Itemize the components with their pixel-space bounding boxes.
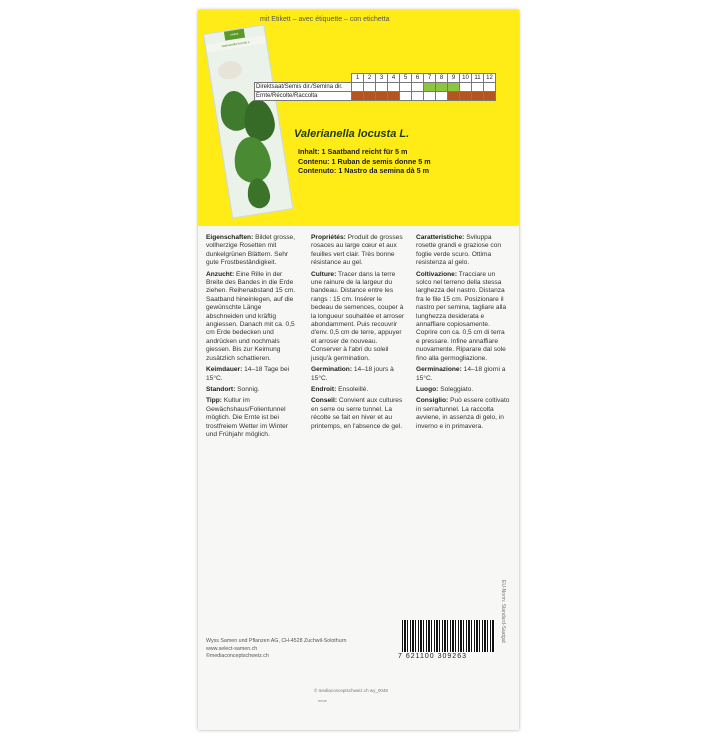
footer-credit: © mediaconceptschweiz.ch wy_0048	[314, 688, 388, 693]
sowing-cell	[424, 83, 436, 92]
harvest-cell	[388, 92, 400, 101]
harvest-cell	[376, 92, 388, 101]
month-cell: 1	[352, 74, 364, 83]
month-cell: 4	[388, 74, 400, 83]
paragraph: Germinazione: 14–18 giorni a 15°C.	[416, 366, 506, 382]
side-note: EU-Norm: Standard-Saatgut	[500, 580, 506, 643]
paragraph: Conseil: Convient aux cultures en serre ou serre tunnel. La récolte se fait en hiver et au printemps, en l'absence de gel.	[311, 397, 403, 430]
paragraph: Culture: Tracer dans la terre une rainure de la largeur du bandeau. Distance entre les rangs : 15 cm. Insérer le bedeau de semences, couper à la longueur souhaitée et arroser abondamment. Puis recouvrir d'env. 0,5 cm de terre, appuyer et arroser de nouveau. Conserver à l'abri du soleil jusqu'à germination.	[311, 270, 405, 362]
contents-block	[298, 147, 431, 176]
seed-card-image	[203, 24, 293, 218]
month-cell: 12	[484, 74, 496, 83]
paragraph: Eigenschaften: Bildet grosse, vollherzige Rosetten mit dunkelgrünen Blättern. Sehr gute Frostbeständigkeit.	[206, 234, 296, 267]
sowing-calendar	[254, 73, 496, 101]
harvest-cell	[460, 92, 472, 101]
paragraph: Germination: 14–18 jours à 15°C.	[311, 366, 394, 382]
contents-fr: Contenu: 1 Ruban de semis donne 5 m	[298, 156, 431, 166]
barcode-number: 7 621100 309263	[398, 653, 467, 660]
sowing-cell	[364, 83, 376, 92]
sowing-cell	[484, 83, 496, 92]
company-address: Wyss Samen und Pflanzen AG, CH-4528 Zuchwil-Solothurn www.select-samen.ch ©mediaconceptschweiz.ch	[206, 638, 347, 659]
harvest-cell	[412, 92, 424, 101]
harvest-cell	[472, 92, 484, 101]
paragraph: Keimdauer: 14–18 Tage bei 15°C.	[206, 366, 290, 382]
paragraph: Caratteristiche: Sviluppa rosette grandi e graziose con foglie verde scuro. Ottima resistenza al gelo.	[416, 234, 502, 267]
paragraph: Propriétés: Produit de grosses rosaces au large cœur et aux feuilles vert clair. Très bonne résistance au gel.	[311, 234, 403, 267]
yellow-header	[198, 10, 519, 226]
sowing-cell	[460, 83, 472, 92]
calendar-sowing-row	[255, 83, 496, 92]
month-cell: 10	[460, 74, 472, 83]
paragraph: Consiglio: Può essere coltivato in serra/tunnel. La raccolta avviene, in assenza di gelo, in inverno e in primavera.	[416, 397, 510, 430]
paragraph: Coltivazione: Tracciare un solco nel terreno della stessa larghezza del nastro. Distanza fra le file 15 cm. Posizionare il nastro per semina, tagliare alla lunghezza desiderata e annaffiare copiosamente. Coprire con ca. 0,5 cm di terra e pressare. Infine annaffiare nuovamente. Riparare dal sole fino alla germogliazione.	[416, 270, 507, 362]
sowing-cell	[412, 83, 424, 92]
sowing-cell	[388, 83, 400, 92]
seed-packet-back	[198, 10, 519, 730]
month-cell: 5	[400, 74, 412, 83]
harvest-cell	[352, 92, 364, 101]
sowing-cell	[448, 83, 460, 92]
paragraph: Endroit: Ensoleillé.	[311, 385, 369, 393]
month-cell: 8	[436, 74, 448, 83]
month-cell: 3	[376, 74, 388, 83]
paragraph: Anzucht: Eine Rille in der Breite des Bandes in die Erde ziehen. Reihenabstand 15 cm. Saatband hineinlegen, auf die gewünschte Länge abschneiden und kräftig angiessen. Danach mit ca. 0,5 cm Erde bedecken und andrücken und nochmals giessen. Bis zur Keimung zusätzlich schattieren.	[206, 270, 296, 362]
month-cell: 6	[412, 74, 424, 83]
contents-de: Inhalt: 1 Saatband reicht für 5 m	[298, 147, 408, 156]
sowing-cell	[472, 83, 484, 92]
instructions-french	[311, 234, 405, 434]
sowing-cell	[400, 83, 412, 92]
sowing-cell	[376, 83, 388, 92]
calendar-header-row	[255, 74, 496, 83]
paragraph: Tipp: Kultur im Gewächshaus/Folientunnel möglich. Die Ernte ist bei trostfreiem Wetter im Winter und Frühjahr möglich.	[206, 397, 288, 438]
month-cell: 11	[472, 74, 484, 83]
instructions-italian	[416, 234, 510, 434]
sowing-cell	[352, 83, 364, 92]
card-band: Valerianella locusta L.	[206, 35, 267, 52]
month-cell: 7	[424, 74, 436, 83]
instructions-german	[206, 234, 300, 442]
select-logo: select	[224, 29, 245, 41]
harvest-cell	[400, 92, 412, 101]
harvest-cell	[484, 92, 496, 101]
leaf-icon	[231, 134, 274, 185]
barcode-icon	[402, 620, 495, 652]
paragraph: Standort: Sonnig.	[206, 385, 260, 393]
harvest-cell	[364, 92, 376, 101]
harvest-label: Ernte/Récolte/Raccolta	[255, 92, 352, 101]
footer-mark: neue	[318, 698, 327, 703]
species-name: Valerianella locusta L.	[294, 128, 410, 140]
label-note: mit Etikett – avec étiquette – con etichetta	[260, 16, 390, 23]
seed-ball-icon	[217, 59, 244, 81]
calendar-harvest-row	[255, 92, 496, 101]
paragraph: Luogo: Soleggiato.	[416, 385, 474, 393]
sowing-cell	[436, 83, 448, 92]
month-cell: 2	[364, 74, 376, 83]
contents-it: Contenuto: 1 Nastro da semina dà 5 m	[298, 166, 429, 175]
sowing-label: Direktsaat/Semis dir./Semina dir.	[255, 83, 352, 92]
harvest-cell	[424, 92, 436, 101]
harvest-cell	[448, 92, 460, 101]
month-cell: 9	[448, 74, 460, 83]
harvest-cell	[436, 92, 448, 101]
